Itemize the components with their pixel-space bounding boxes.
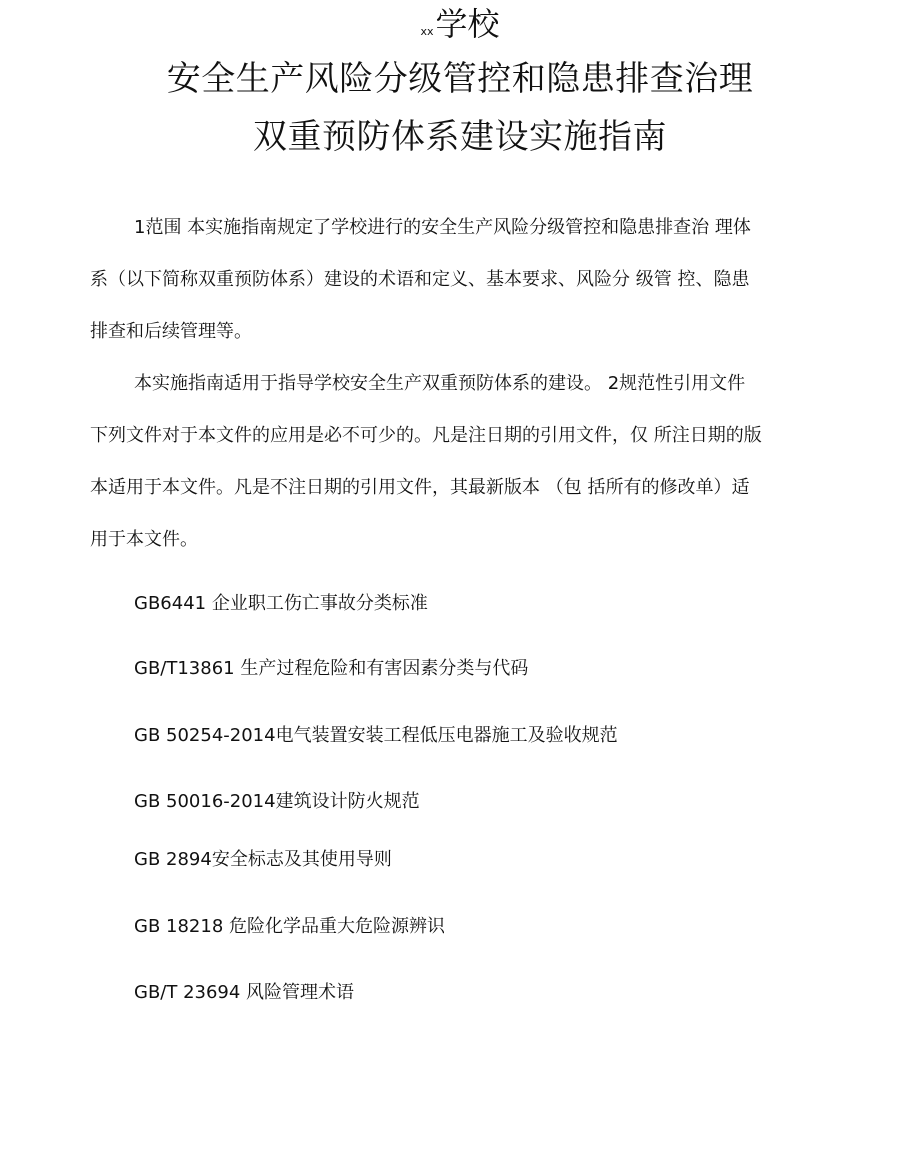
standard-item: GB 50016-2014建筑设计防火规范 [134, 791, 420, 812]
paragraph-scope-line-1: 1范围 本实施指南规定了学校进行的安全生产风险分级管控和隐患排查治 理体 [134, 217, 751, 238]
document-title-line-2: 双重预防体系建设实施指南 [253, 117, 667, 157]
paragraph-scope-line-2: 系（以下简称双重预防体系）建设的术语和定义、基本要求、风险分 级管 控、隐患 [90, 269, 750, 290]
paragraph-application-line-1: 本实施指南适用于指导学校安全生产双重预防体系的建设。 2规范性引用文件 [134, 373, 746, 394]
school-prefix: xx [420, 25, 434, 38]
standard-item: GB6441 企业职工伤亡事故分类标准 [134, 593, 428, 614]
paragraph-application-line-2: 下列文件对于本文件的应用是必不可少的。凡是注日期的引用文件，仅 所注日期的版 [90, 425, 762, 446]
standard-item: GB 18218 危险化学品重大危险源辨识 [134, 916, 445, 937]
paragraph-application-line-4: 用于本文件。 [90, 529, 198, 550]
paragraph-scope-line-3: 排查和后续管理等。 [90, 321, 252, 342]
standard-item: GB 50254-2014电气装置安装工程低压电器施工及验收规范 [134, 725, 618, 746]
standard-item: GB 2894安全标志及其使用导则 [134, 849, 392, 870]
school-name: 学校 [435, 5, 500, 43]
standard-item: GB/T 23694 风险管理术语 [134, 982, 355, 1003]
standard-item: GB/T13861 生产过程危险和有害因素分类与代码 [134, 658, 529, 679]
document-title-line-1: 安全生产风险分级管控和隐患排查治理 [166, 59, 754, 99]
school-heading [0, 4, 920, 52]
paragraph-application-line-3: 本适用于本文件。凡是不注日期的引用文件，其最新版本 （包 括所有的修改单）适 [90, 477, 750, 498]
